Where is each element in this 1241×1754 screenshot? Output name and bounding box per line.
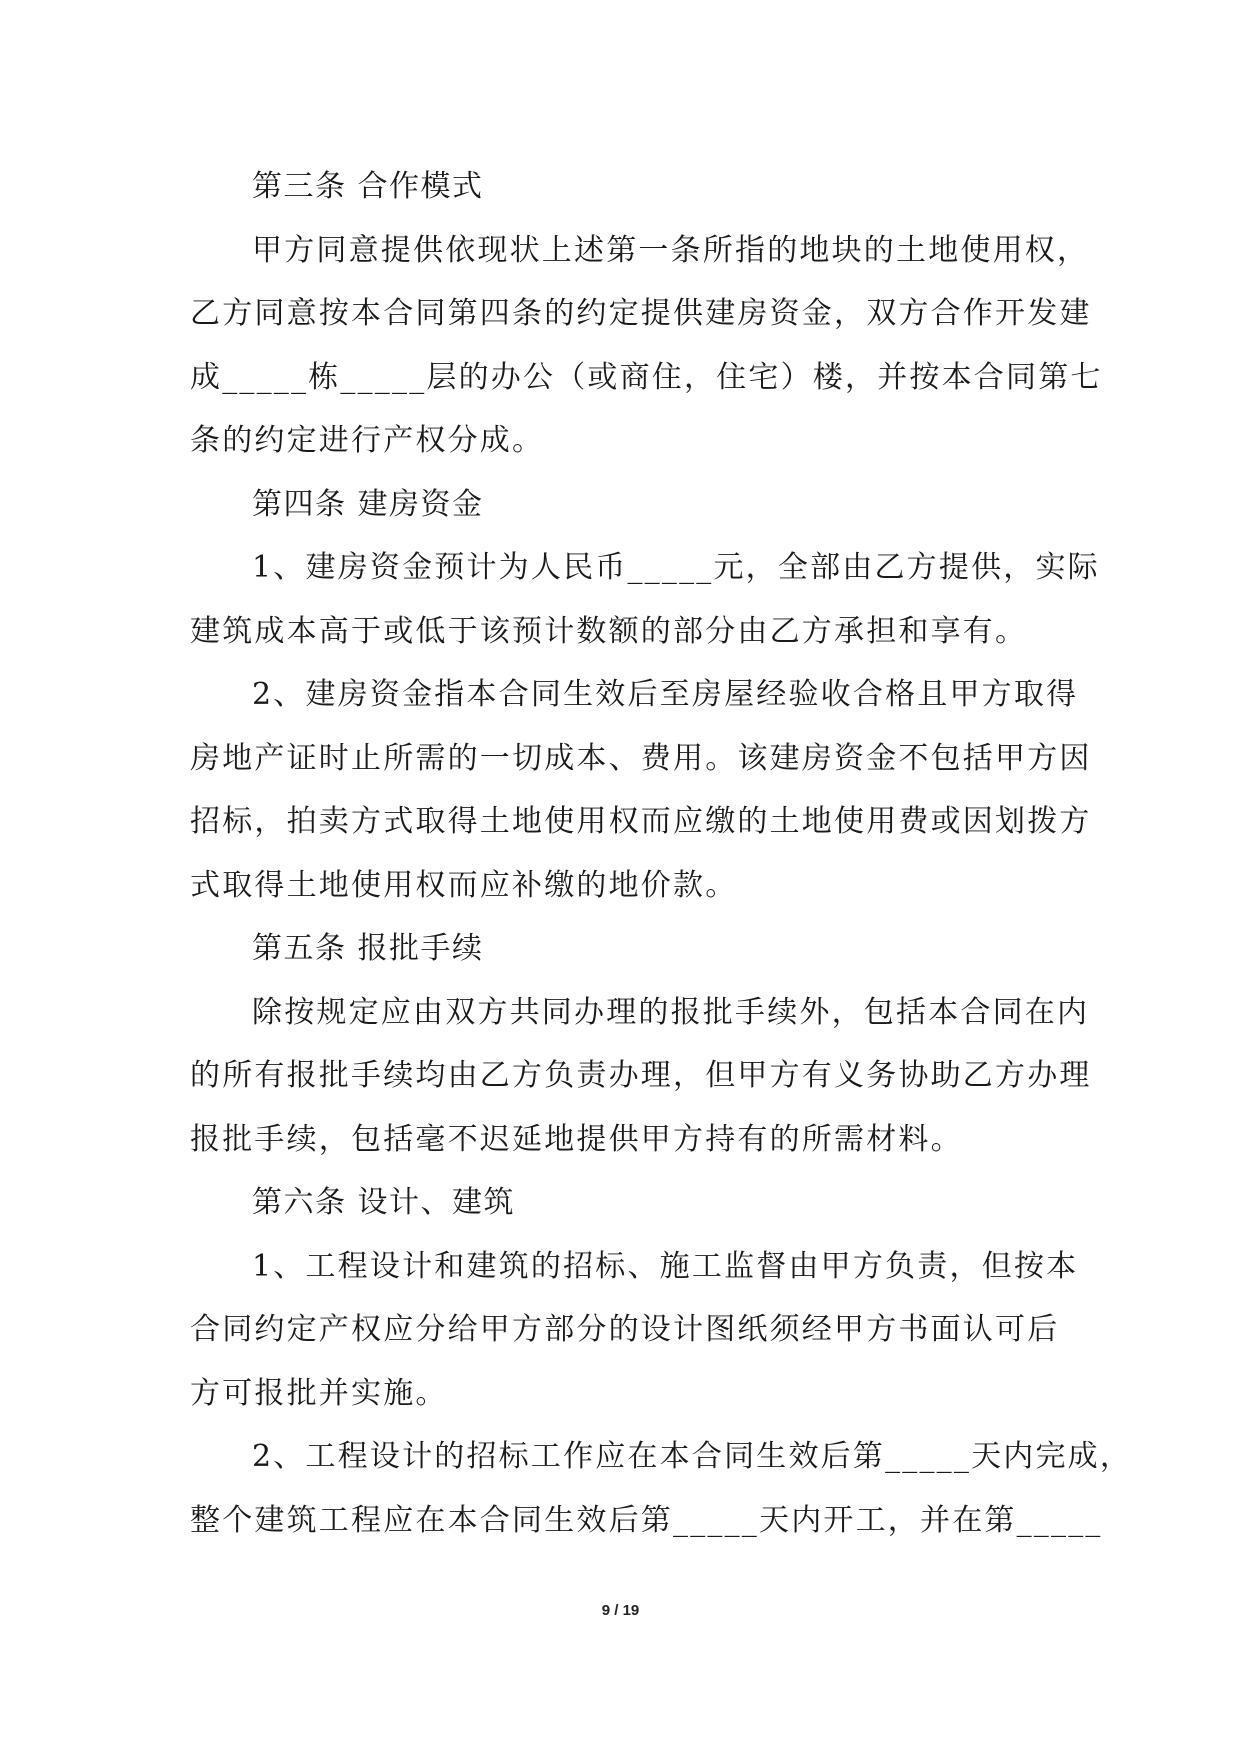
page-number: 9 / 19 [601, 1602, 640, 1619]
paragraph-line: 条的约定进行产权分成。 [190, 423, 545, 458]
paragraph-line: 合同约定产权应分给甲方部分的设计图纸须经甲方书面认可后 [190, 1312, 1060, 1347]
article-3-heading: 第三条 合作模式 [252, 169, 484, 204]
paragraph-line: 除按规定应由双方共同办理的报批手续外，包括本合同在内 [252, 994, 1090, 1030]
paragraph-line: 招标，拍卖方式取得土地使用权而应缴的土地使用费或因划拨方 [190, 804, 1092, 839]
paragraph-line: 整个建筑工程应在本合同生效后第_____天内开工，并在第_____ [190, 1502, 1103, 1538]
paragraph-line: 乙方同意按本合同第四条的约定提供建房资金，双方合作开发建 [190, 296, 1092, 331]
paragraph-line: 2、建房资金指本合同生效后至房屋经验收合格且甲方取得 [252, 677, 1079, 712]
paragraph-line: 报批手续，包括毫不迟延地提供甲方持有的所需材料。 [190, 1121, 963, 1157]
paragraph-line: 方可报批并实施。 [190, 1375, 448, 1411]
paragraph-line: 甲方同意提供依现状上述第一条所指的地块的土地使用权， [252, 232, 1090, 268]
paragraph-line: 1、建房资金预计为人民币_____元，全部由乙方提供，实际 [252, 550, 1100, 585]
paragraph-line: 的所有报批手续均由乙方负责办理，但甲方有义务协助乙方办理 [190, 1058, 1092, 1093]
paragraph-line: 建筑成本高于或低于该预计数额的部分由乙方承担和享有。 [190, 613, 1028, 649]
article-5-heading: 第五条 报批手续 [252, 931, 484, 966]
paragraph-line: 1、工程设计和建筑的招标、施工监督由甲方负责，但按本 [252, 1248, 1079, 1284]
article-4-heading: 第四条 建房资金 [252, 486, 484, 522]
article-6-heading: 第六条 设计、建筑 [252, 1185, 516, 1220]
paragraph-line: 房地产证时止所需的一切成本、费用。该建房资金不包括甲方因 [190, 740, 1092, 776]
paragraph-line: 2、工程设计的招标工作应在本合同生效后第_____天内完成， [252, 1439, 1133, 1474]
paragraph-line: 式取得土地使用权而应补缴的地价款。 [190, 867, 738, 903]
paragraph-line: 成_____栋_____层的办公（或商住，住宅）楼，并按本合同第七 [190, 359, 1103, 395]
document-body [190, 155, 1133, 1552]
